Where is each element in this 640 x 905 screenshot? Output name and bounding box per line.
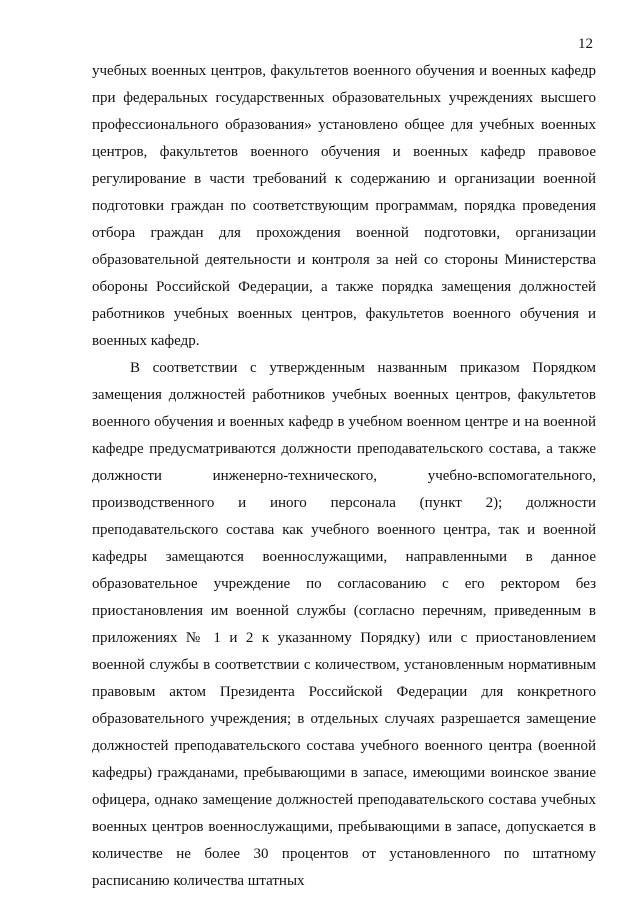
paragraph-main: В соответствии с утвержденным названным приказом Порядком замещения должностей работников учебных военных центров, факультетов военного обучения и военных кафедр в учебном военном центре и на военной кафедре предусматриваются должности преподавательского состава, а также должности инженерно-технического, учебно-вспомогательного, производственного и иного персонала (пункт 2); должности преподавательского состава как учебного военного центра, так и военной кафедры замещаются военнослужащими, направленными в данное образовательное учреждение по согласованию с его ректором без приостановления им военной службы (согласно перечням, приведенным в приложениях № 1 и 2 к указанному Порядку) или с приостановлением военной службы в соответствии с количеством, установленным нормативным правовым актом Президента Российской Федерации для конкретного образовательного учреждения; в отдельных случаях разрешается замещение должностей преподавательского состава учебного военного центра (военной кафедры) гражданами, пребывающими в запасе, имеющими воинское звание офицера, однако замещение должностей преподавательского состава учебных военных центров военнослужащими, пребывающими в запасе, допускается в количестве не более 30 процентов от установленного по штатному расписанию количества штатных <box>92 360 596 889</box>
page-number: 12 <box>578 36 593 52</box>
page-body <box>92 56 596 895</box>
paragraph-continuation: учебных военных центров, факультетов военного обучения и военных кафедр при федеральных государственных образовательных учреждениях высшего профессионального образования» установлено общее для учебных военных центров, факультетов военного обучения и военных кафедр правовое регулирование в части требований к содержанию и организации военной подготовки граждан по соответствующим программам, порядка проведения отбора граждан для прохождения военной подготовки, организации образовательной деятельности и контроля за ней со стороны Министерства обороны Российской Федерации, а также порядка замещения должностей работников учебных военных центров, факультетов военного обучения и военных кафедр. <box>92 63 596 349</box>
